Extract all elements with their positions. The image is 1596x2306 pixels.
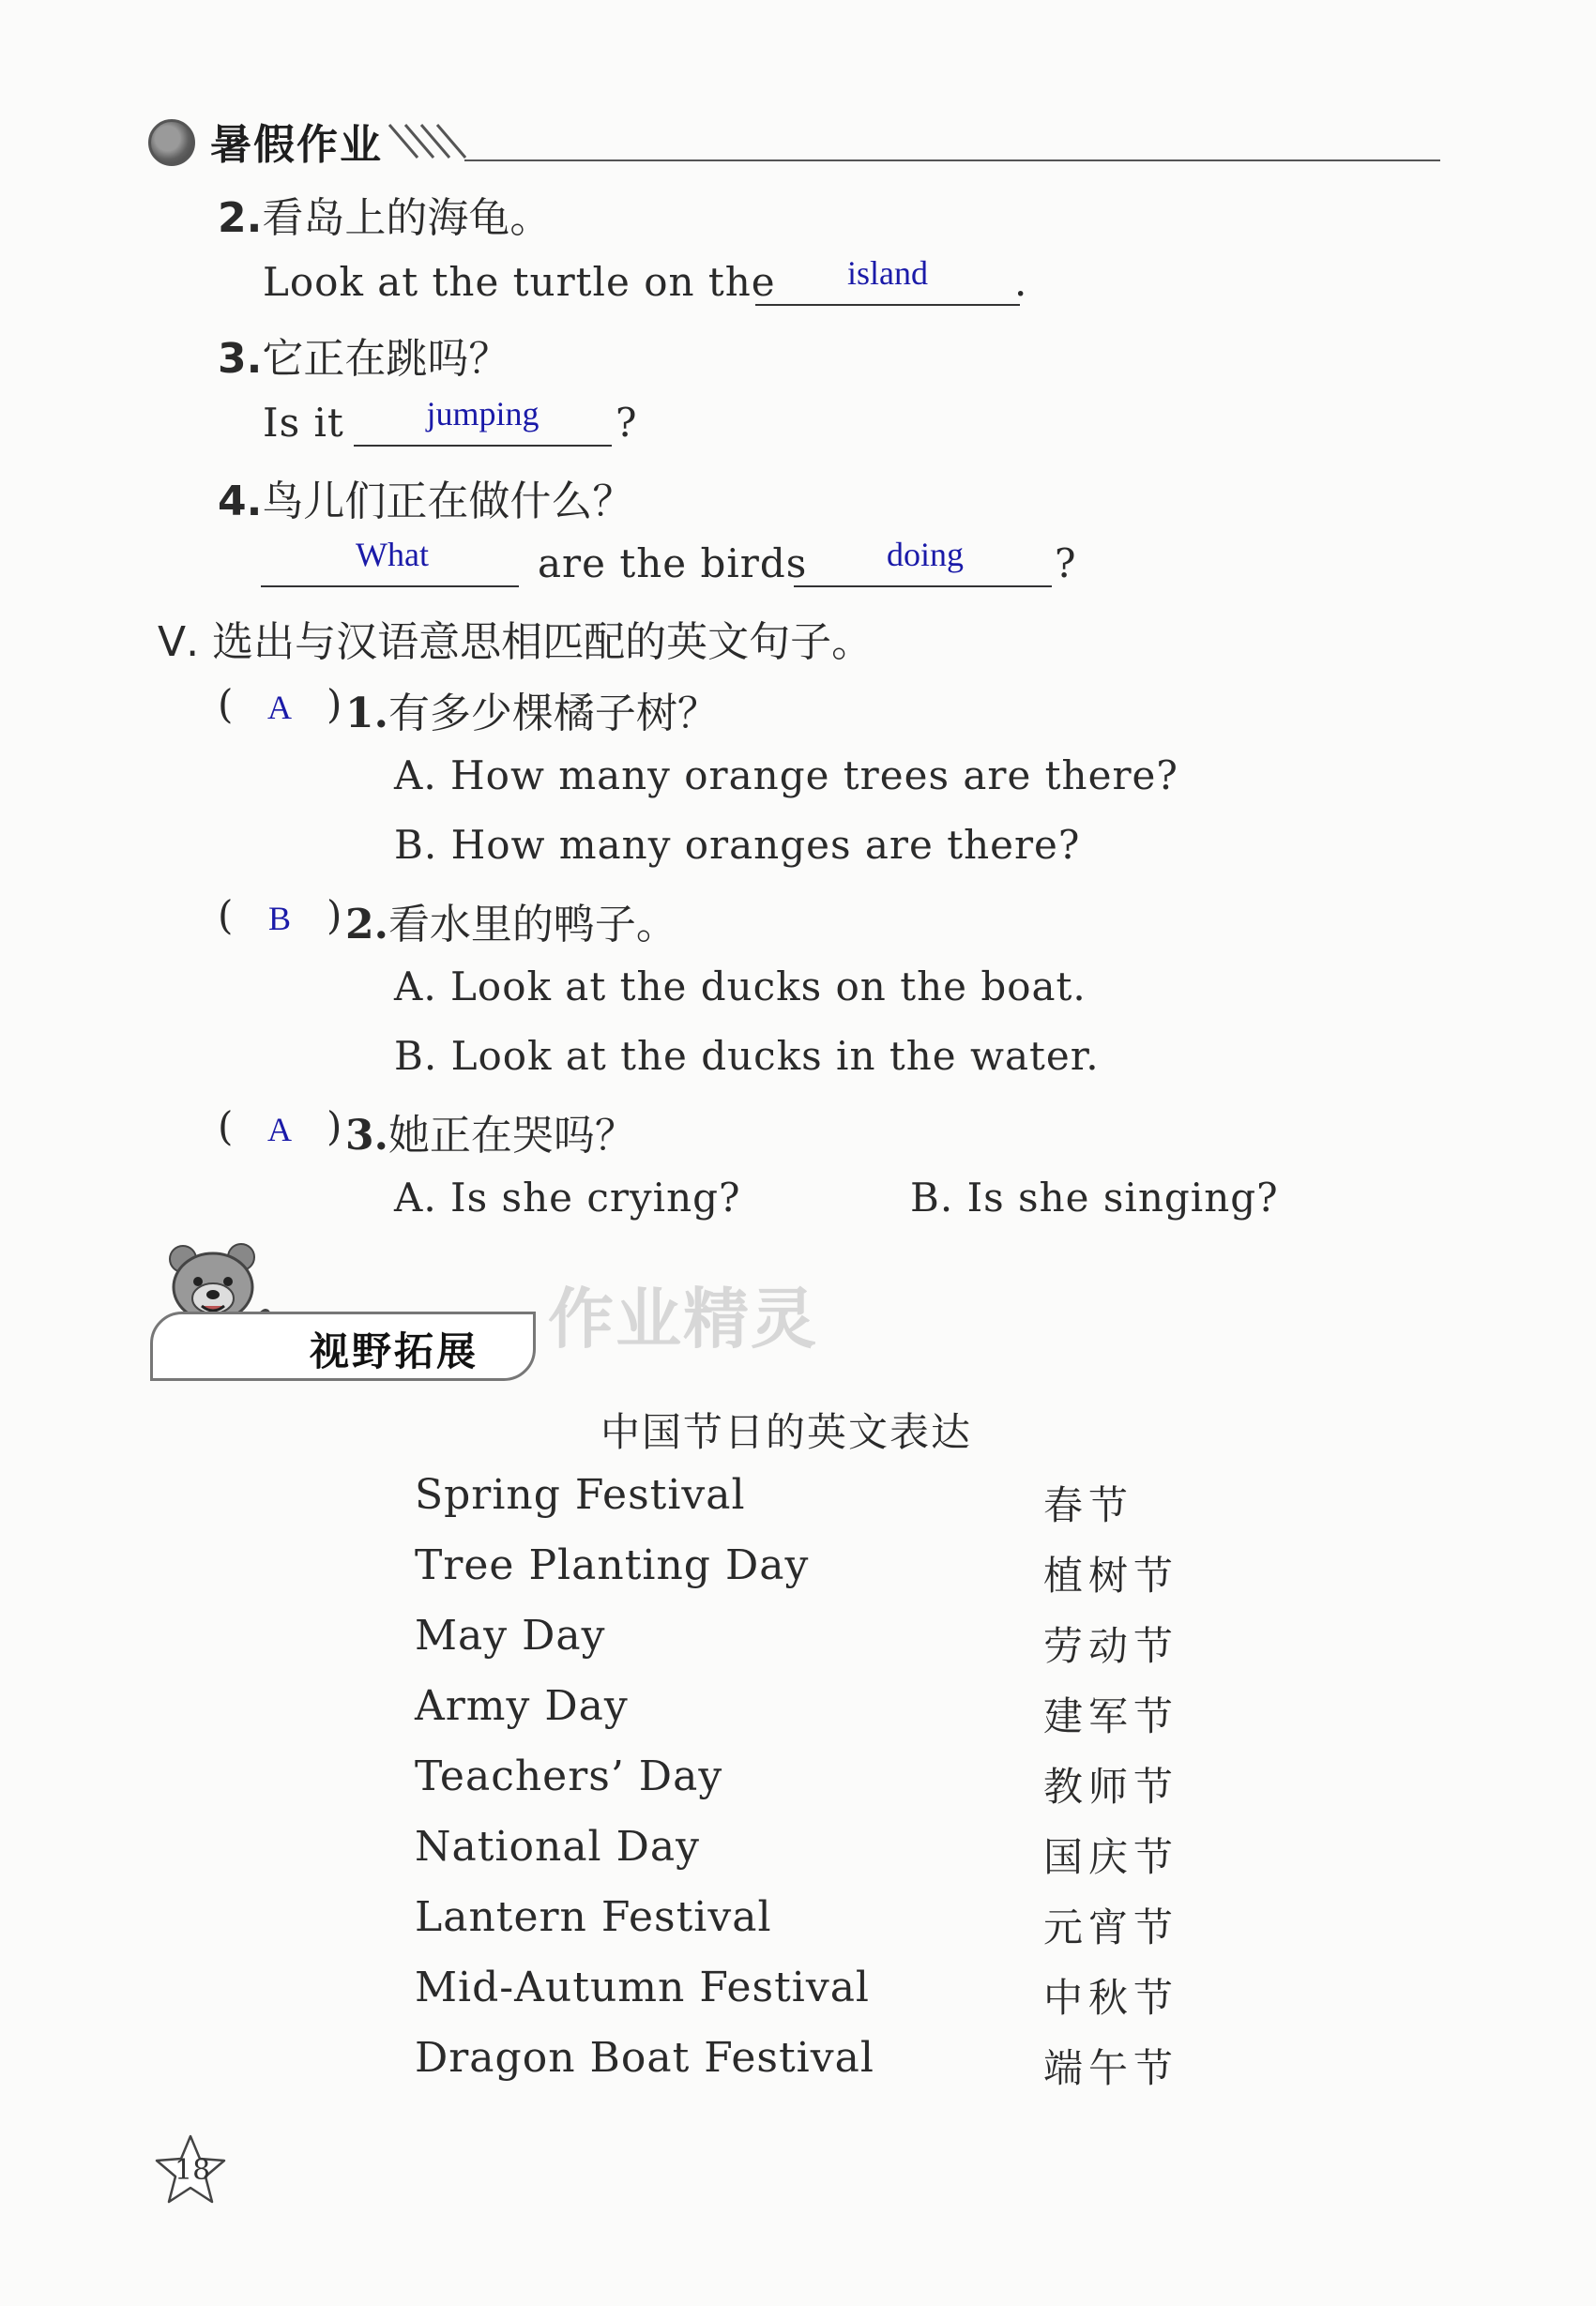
- mc1-bracket-open: (: [218, 681, 235, 727]
- mc1-bracket-close: ): [327, 681, 343, 727]
- mc1-option-b: B. How many oranges are there?: [394, 822, 1081, 868]
- watermark: 作业精灵: [548, 1281, 818, 1358]
- mc1-answer[interactable]: A: [267, 689, 292, 726]
- q2-english-after: .: [1014, 259, 1028, 305]
- festival-en: Lantern Festival: [415, 1893, 772, 1941]
- q3-chinese: 3.它正在跳吗？: [218, 335, 510, 383]
- festival-en: Army Day: [415, 1682, 629, 1730]
- festival-en: Tree Planting Day: [415, 1541, 810, 1589]
- festival-cn: 春节: [1043, 1482, 1134, 1528]
- festival-en: Teachers’ Day: [415, 1752, 723, 1800]
- q3-answer: jumping: [426, 395, 540, 432]
- festival-en: Mid-Autumn Festival: [415, 1964, 870, 2011]
- mc2-option-b: B. Look at the ducks in the water.: [394, 1033, 1100, 1079]
- mc3-answer[interactable]: A: [267, 1111, 292, 1148]
- header-bullet-icon: [148, 119, 195, 166]
- section-5-title: Ⅴ. 选出与汉语意思相匹配的英文句子。: [158, 618, 874, 666]
- q2-answer: island: [847, 254, 928, 292]
- q4-answer1: What: [356, 536, 429, 573]
- festival-list-title: 中国节日的英文表达: [600, 1409, 973, 1455]
- q4-chinese: 4.鸟儿们正在做什么？: [218, 478, 634, 525]
- festival-cn: 端午节: [1043, 2045, 1179, 2091]
- festival-cn: 中秋节: [1043, 1975, 1179, 2021]
- mc3-bracket-open: (: [218, 1103, 235, 1149]
- q4-english-middle: are the birds: [538, 540, 808, 586]
- header-rule: [464, 159, 1440, 161]
- q2-answer-blank[interactable]: [755, 302, 1020, 306]
- header-slash-decoration-icon: [385, 120, 469, 163]
- q2-chinese: 2.看岛上的海龟。: [218, 194, 552, 242]
- mc3-option-b: B. Is she singing?: [910, 1175, 1279, 1221]
- q4-answer1-blank[interactable]: [261, 584, 519, 587]
- mc3-question: 3.她正在哭吗？: [345, 1112, 636, 1160]
- header-title: 暑假作业: [210, 121, 383, 169]
- festival-cn: 元宵节: [1043, 1904, 1179, 1950]
- mc2-answer[interactable]: B: [267, 900, 291, 937]
- festival-en: May Day: [415, 1612, 606, 1660]
- q2-english-before: Look at the turtle on the: [263, 259, 776, 305]
- mc2-bracket-close: ): [327, 892, 343, 938]
- q3-english-before: Is it: [263, 400, 344, 446]
- page-number: 18: [175, 2154, 211, 2187]
- mc3-bracket-close: ): [327, 1103, 343, 1149]
- mc1-question: 1.有多少棵橘子树？: [345, 690, 719, 737]
- q3-english-after: ?: [616, 400, 638, 446]
- mc1-option-a: A. How many orange trees are there?: [394, 752, 1178, 798]
- q4-answer2: doing: [886, 536, 964, 573]
- mc2-option-a: A. Look at the ducks on the boat.: [394, 963, 1087, 1009]
- mc2-bracket-open: (: [218, 892, 235, 938]
- banner-label: 视野拓展: [310, 1328, 479, 1374]
- festival-en: National Day: [415, 1823, 700, 1871]
- festival-cn: 建军节: [1043, 1693, 1179, 1739]
- festival-en: Spring Festival: [415, 1471, 746, 1519]
- festival-cn: 国庆节: [1043, 1834, 1179, 1880]
- festival-cn: 劳动节: [1043, 1623, 1179, 1669]
- q3-answer-blank[interactable]: [354, 443, 612, 447]
- festival-cn: 教师节: [1043, 1764, 1179, 1810]
- q4-english-after: ?: [1055, 540, 1077, 586]
- festival-en: Dragon Boat Festival: [415, 2034, 874, 2082]
- q4-answer2-blank[interactable]: [794, 584, 1052, 587]
- mc2-question: 2.看水里的鸭子。: [345, 901, 677, 948]
- festival-cn: 植树节: [1043, 1553, 1179, 1599]
- mc3-option-a: A. Is she crying?: [394, 1175, 741, 1221]
